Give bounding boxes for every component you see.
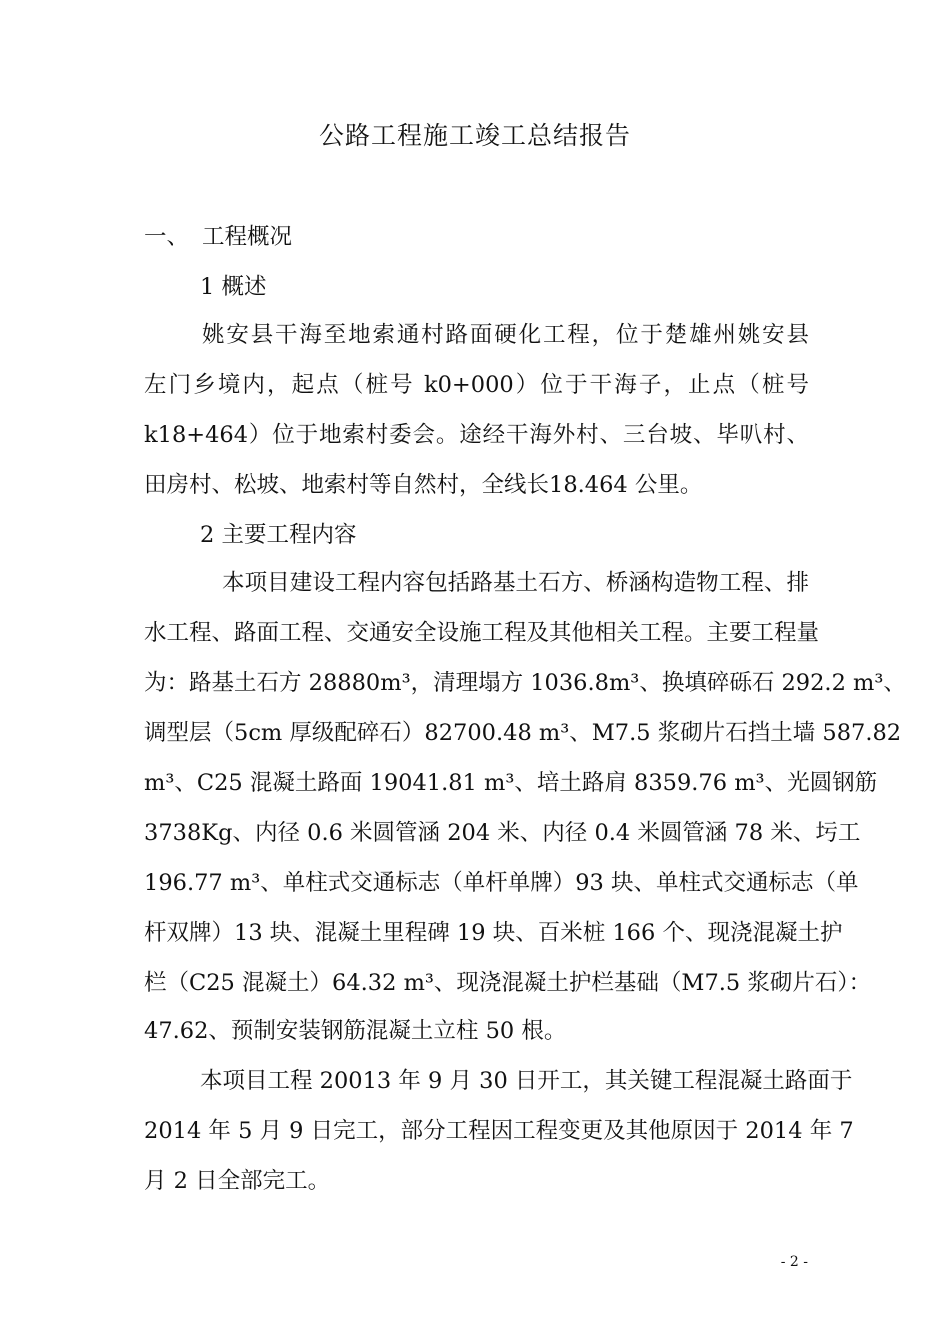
paragraph-line: k18+464）位于地索村委会。途经干海外村、三台坡、毕叭村、: [144, 422, 809, 448]
subsection-heading-overview: 1 概述: [200, 274, 267, 300]
paragraph-line: 47.62、预制安装钢筋混凝土立柱 50 根。: [144, 1018, 567, 1044]
section-heading: [144, 222, 809, 252]
paragraph-line: 栏（C25 混凝土）64.32 m³、现浇混凝土护栏基础（M7.5 浆砌片石）：: [144, 970, 872, 996]
schedule-line: 2014 年 5 月 9 日完工，部分工程因工程变更及其他原因于 2014 年 7: [144, 1118, 854, 1144]
section-title: 工程概况: [202, 224, 293, 250]
subsection-heading-content: 2 主要工程内容: [200, 522, 357, 548]
paragraph-line: 调型层（5cm 厚级配碎石）82700.48 m³、M7.5 浆砌片石挡土墙 587.82: [144, 720, 902, 746]
paragraph-line: 左门乡境内，起点（桩号 k0+000）位于干海子，止点（桩号: [144, 372, 809, 398]
document-title: 公路工程施工竣工总结报告: [318, 121, 631, 150]
paragraph-line: m³、C25 混凝土路面 19041.81 m³、培土路肩 8359.76 m³、光圆钢筋: [144, 770, 878, 796]
schedule-line: 本项目工程 20013 年 9 月 30 日开工，其关键工程混凝土路面于: [200, 1068, 853, 1094]
paragraph-line: 水工程、路面工程、交通安全设施工程及其他相关工程。主要工程量: [144, 620, 820, 646]
paragraph-line: 为：路基土石方 28880m³，清理塌方 1036.8m³、换填碎砾石 292.2 m³、: [144, 670, 906, 696]
section-number: 一、: [144, 224, 190, 250]
schedule-line: 月 2 日全部完工。: [144, 1168, 331, 1194]
paragraph-line: 田房村、松坡、地索村等自然村，全线长18.464 公里。: [144, 472, 703, 498]
paragraph-line: 姚安县干海至地索通村路面硬化工程，位于楚雄州姚安县: [202, 322, 809, 348]
page-number: - 2 -: [780, 1254, 808, 1270]
paragraph-line: 杆双牌）13 块、混凝土里程碑 19 块、百米桩 166 个、现浇混凝土护: [144, 920, 843, 946]
paragraph-line: 196.77 m³、单柱式交通标志（单杆单牌）93 块、单柱式交通标志（单: [144, 870, 859, 896]
paragraph-line: 3738Kg、内径 0.6 米圆管涵 204 米、内径 0.4 米圆管涵 78 米、圬工: [144, 820, 861, 846]
paragraph-line: 本项目建设工程内容包括路基土石方、桥涵构造物工程、排: [222, 570, 809, 596]
